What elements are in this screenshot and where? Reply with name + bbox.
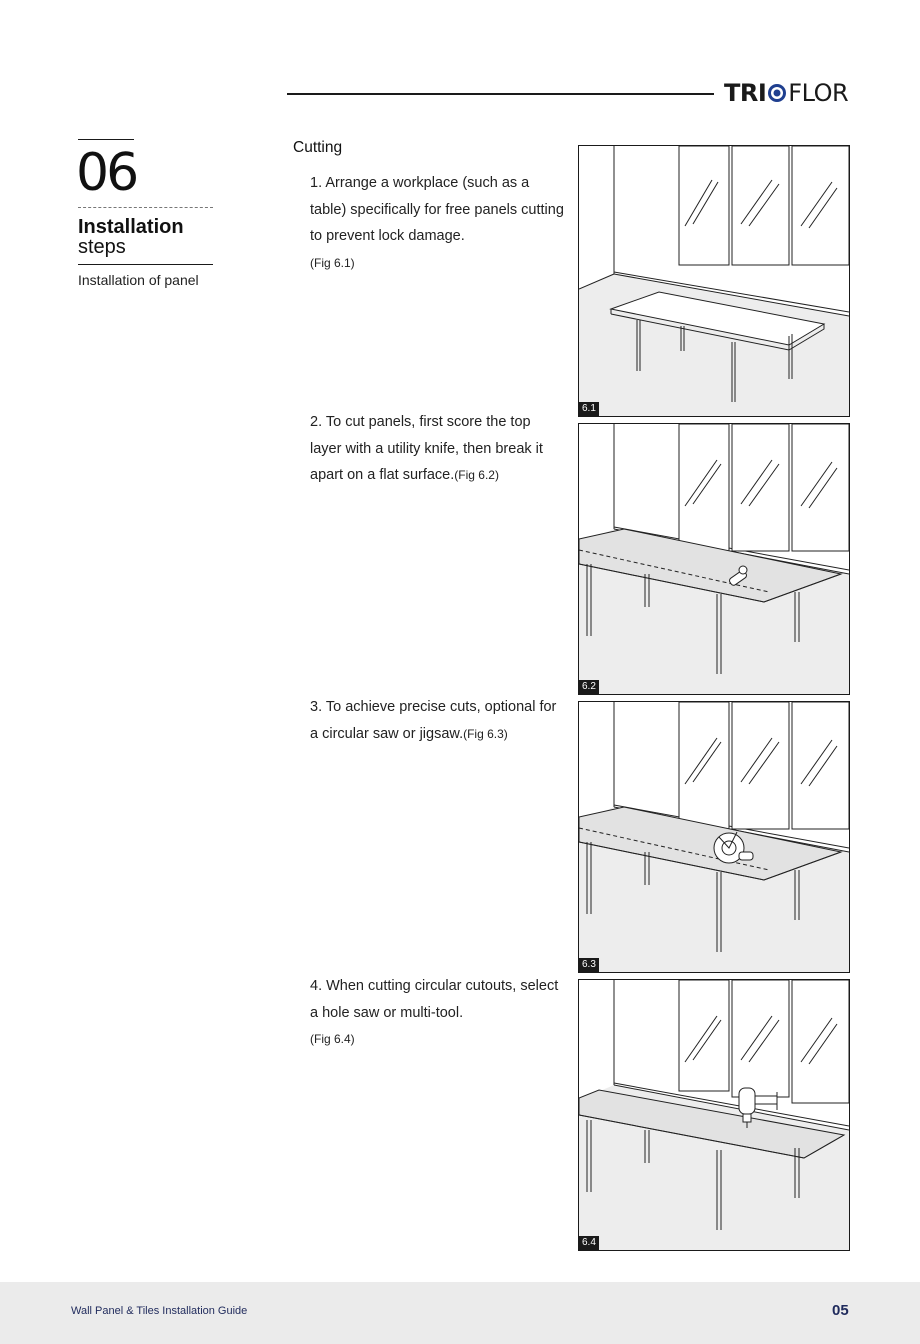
empty-table-illustration	[579, 146, 849, 416]
step-2-text: 2. To cut panels, first score the top layer with a utility knife, then break it apart on a flat surface.	[310, 414, 543, 483]
sidebar-dashed-rule	[78, 207, 213, 208]
section-title: Installation	[78, 216, 184, 238]
figure-6-2	[578, 423, 850, 695]
step-4-fig-ref: (Fig 6.4)	[310, 1032, 355, 1046]
figure-6-4	[578, 979, 850, 1251]
figure-label: 6.1	[579, 402, 599, 416]
section-number: 06	[76, 143, 137, 203]
step-3	[310, 694, 566, 747]
logo-text-right: FLOR	[788, 79, 849, 107]
section-subtitle: steps	[78, 236, 126, 258]
page-number: 05	[832, 1302, 849, 1319]
figure-label: 6.2	[579, 680, 599, 694]
step-1-text: 1. Arrange a workplace (such as a table) specifically for free panels cutting to prevent lock damage.	[310, 175, 564, 244]
jigsaw-illustration	[579, 980, 849, 1250]
figure-6-3	[578, 701, 850, 973]
figure-label: 6.4	[579, 1236, 599, 1250]
figure-6-1	[578, 145, 850, 417]
circular-saw-illustration	[579, 702, 849, 972]
utility-knife-illustration	[579, 424, 849, 694]
target-icon	[767, 83, 787, 103]
step-3-text: 3. To achieve precise cuts, optional for a circular saw or jigsaw.	[310, 699, 557, 742]
footer-title: Wall Panel & Tiles Installation Guide	[71, 1305, 248, 1317]
logo-text-left: TRI	[724, 79, 767, 107]
step-1	[310, 170, 566, 276]
step-3-fig-ref: (Fig 6.3)	[463, 726, 508, 741]
figure-label: 6.3	[579, 958, 599, 972]
trioflor-logo	[724, 78, 848, 108]
header-rule	[287, 93, 714, 95]
sidebar-top-rule	[78, 139, 134, 140]
step-4-text: 4. When cutting circular cutouts, select a hole saw or multi-tool.	[310, 978, 559, 1021]
step-4	[310, 973, 566, 1053]
step-1-fig-ref: (Fig 6.1)	[310, 255, 355, 270]
sidebar-bottom-rule	[78, 264, 213, 265]
cutting-heading: Cutting	[293, 139, 343, 156]
step-2	[310, 409, 566, 489]
section-caption: Installation of panel	[78, 272, 199, 288]
step-2-fig-ref: (Fig 6.2)	[454, 468, 499, 482]
